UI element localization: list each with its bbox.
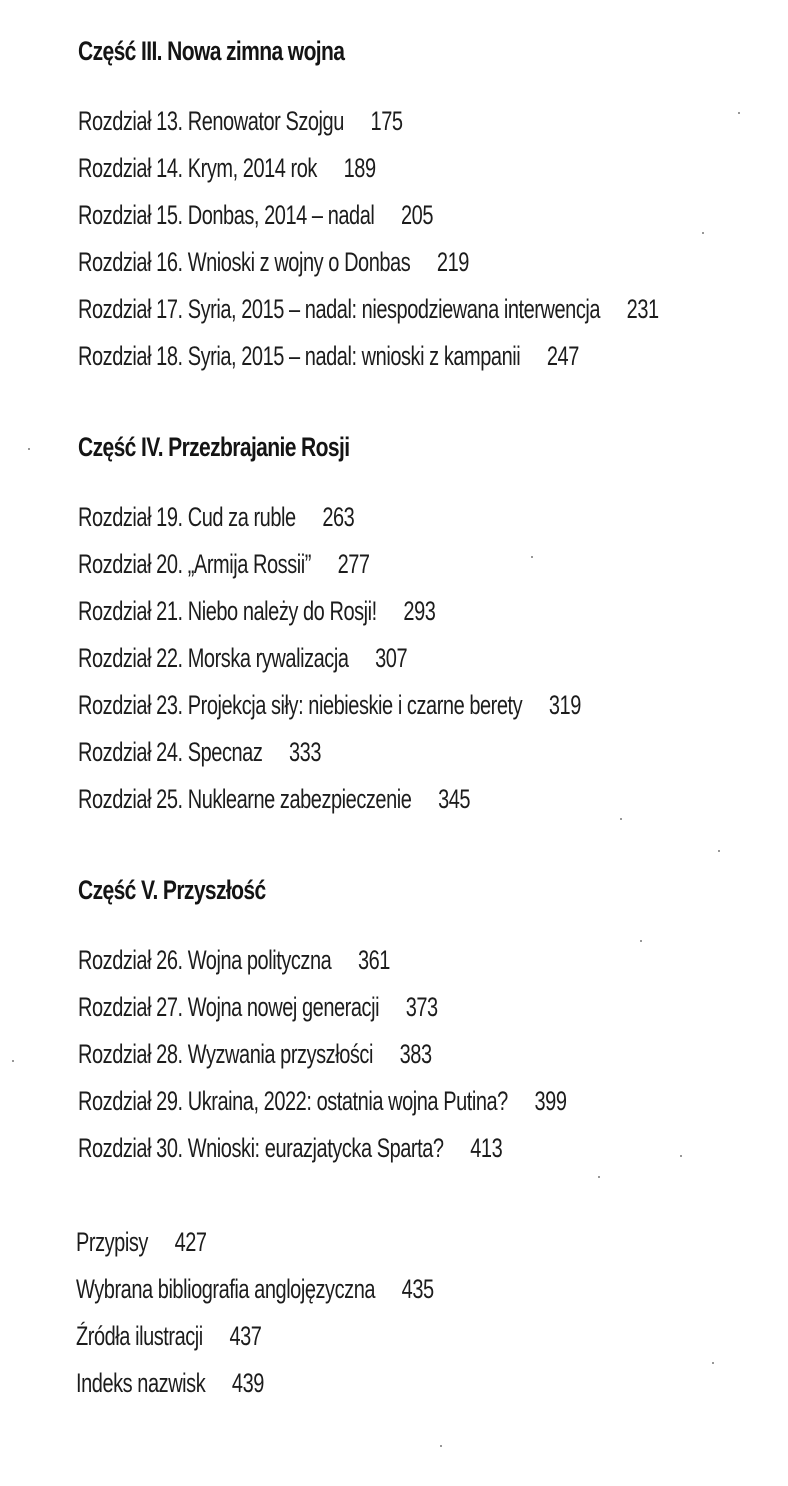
entry-label: Rozdział 21. Niebo należy do Rosji! bbox=[78, 596, 377, 626]
toc-entry bbox=[78, 945, 390, 976]
toc-entry bbox=[78, 992, 438, 1023]
toc-entry bbox=[78, 549, 370, 580]
scan-speck bbox=[640, 940, 642, 942]
toc-entry bbox=[78, 1133, 502, 1164]
entry-label: Rozdział 29. Ukraina, 2022: ostatnia wojna Putina? bbox=[78, 1086, 508, 1116]
entry-page-number: 437 bbox=[229, 1321, 262, 1351]
toc-entry bbox=[78, 502, 354, 533]
entry-label: Źródła ilustracji bbox=[76, 1321, 203, 1351]
entry-label: Rozdział 16. Wnioski z wojny o Donbas bbox=[78, 247, 411, 277]
entry-page-number: 439 bbox=[231, 1368, 264, 1398]
entry-label: Rozdział 15. Donbas, 2014 – nadal bbox=[78, 200, 375, 230]
entry-page-number: 189 bbox=[343, 153, 376, 183]
section-heading-part-4: Część IV. Przezbrajanie Rosji bbox=[78, 432, 350, 462]
entry-page-number: 263 bbox=[322, 502, 355, 532]
entry-label: Rozdział 19. Cud za ruble bbox=[78, 502, 296, 532]
toc-entry bbox=[78, 153, 376, 184]
toc-entry-back-matter bbox=[76, 1274, 434, 1305]
entry-page-number: 383 bbox=[399, 1039, 432, 1069]
entry-page-number: 231 bbox=[626, 294, 659, 324]
entry-page-number: 333 bbox=[289, 737, 322, 767]
entry-page-number: 435 bbox=[401, 1274, 434, 1304]
entry-page-number: 205 bbox=[401, 200, 434, 230]
entry-page-number: 345 bbox=[438, 784, 471, 814]
toc-entry bbox=[78, 784, 470, 815]
entry-page-number: 427 bbox=[174, 1227, 207, 1257]
toc-entry bbox=[78, 690, 581, 721]
section-heading-part-3: Część III. Nowa zimna wojna bbox=[78, 36, 345, 66]
entry-label: Rozdział 20. „Armija Rossii” bbox=[78, 549, 311, 579]
entry-label: Rozdział 30. Wnioski: eurazjatycka Sparta? bbox=[78, 1133, 444, 1163]
entry-label: Rozdział 22. Morska rywalizacja bbox=[78, 643, 349, 673]
entry-page-number: 373 bbox=[405, 992, 438, 1022]
entry-page-number: 399 bbox=[534, 1086, 567, 1116]
scan-speck bbox=[598, 1176, 600, 1178]
toc-entry bbox=[78, 294, 659, 325]
scan-speck bbox=[12, 1060, 14, 1062]
toc-entry bbox=[78, 596, 435, 627]
scan-speck bbox=[702, 232, 704, 234]
entry-page-number: 219 bbox=[436, 247, 469, 277]
entry-page-number: 361 bbox=[357, 945, 390, 975]
toc-entry bbox=[78, 1086, 567, 1117]
toc-entry bbox=[78, 1039, 432, 1070]
entry-label: Rozdział 25. Nuklearne zabezpieczenie bbox=[78, 784, 412, 814]
entry-label: Indeks nazwisk bbox=[76, 1368, 206, 1398]
section-heading-part-5: Część V. Przyszłość bbox=[78, 875, 266, 905]
entry-label: Rozdział 18. Syria, 2015 – nadal: wnioski z kampanii bbox=[78, 341, 521, 371]
toc-entry bbox=[78, 247, 469, 278]
entry-label: Rozdział 26. Wojna polityczna bbox=[78, 945, 332, 975]
entry-label: Wybrana bibliografia anglojęzyczna bbox=[76, 1274, 376, 1304]
entry-page-number: 307 bbox=[375, 643, 408, 673]
scan-speck bbox=[712, 1362, 714, 1364]
scan-speck bbox=[738, 112, 740, 114]
toc-entry bbox=[78, 341, 579, 372]
scan-speck bbox=[680, 1155, 682, 1157]
entry-page-number: 247 bbox=[546, 341, 579, 371]
entry-page-number: 319 bbox=[548, 690, 581, 720]
entry-label: Rozdział 13. Renowator Szojgu bbox=[78, 106, 344, 136]
scan-speck bbox=[620, 818, 622, 820]
scan-speck bbox=[28, 448, 30, 450]
scan-speck bbox=[531, 556, 533, 558]
entry-label: Rozdział 23. Projekcja siły: niebieskie i czarne berety bbox=[78, 690, 523, 720]
toc-entry-back-matter bbox=[76, 1368, 264, 1399]
entry-label: Rozdział 14. Krym, 2014 rok bbox=[78, 153, 317, 183]
toc-entry-back-matter bbox=[76, 1227, 207, 1258]
toc-entry bbox=[78, 737, 321, 768]
entry-label: Rozdział 17. Syria, 2015 – nadal: niespodziewana interwencja bbox=[78, 294, 601, 324]
toc-entry bbox=[78, 106, 403, 137]
entry-page-number: 277 bbox=[337, 549, 370, 579]
toc-entry-back-matter bbox=[76, 1321, 261, 1352]
entry-label: Przypisy bbox=[76, 1227, 148, 1257]
entry-label: Rozdział 27. Wojna nowej generacji bbox=[78, 992, 380, 1022]
entry-page-number: 175 bbox=[370, 106, 403, 136]
scan-speck bbox=[718, 850, 720, 852]
toc-entry bbox=[78, 200, 433, 231]
toc-entry bbox=[78, 643, 407, 674]
entry-label: Rozdział 28. Wyzwania przyszłości bbox=[78, 1039, 373, 1069]
entry-page-number: 413 bbox=[470, 1133, 503, 1163]
entry-page-number: 293 bbox=[403, 596, 436, 626]
entry-label: Rozdział 24. Specnaz bbox=[78, 737, 263, 767]
scan-speck bbox=[440, 1445, 442, 1447]
